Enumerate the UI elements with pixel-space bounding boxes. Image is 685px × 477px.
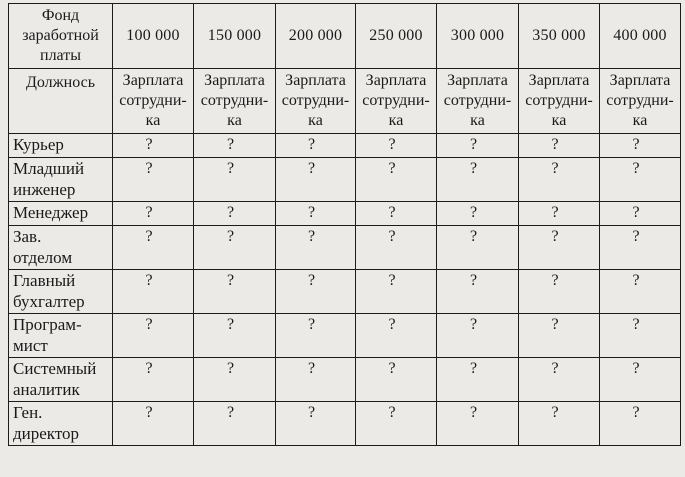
salary-label-line: ка	[388, 112, 404, 129]
salary-label-line: сотрудни-	[525, 92, 593, 109]
role-cell	[9, 202, 113, 226]
header-row-salary	[9, 69, 681, 134]
role-cell	[9, 134, 113, 158]
salary-value-cell	[437, 158, 519, 202]
salary-value: ?	[226, 316, 235, 333]
salary-value-cell	[276, 158, 356, 202]
salary-label-line: Зарплата	[447, 72, 508, 89]
role-label-line: Курьер	[13, 135, 64, 154]
salary-value: ?	[551, 360, 559, 377]
salary-value-cell	[600, 202, 681, 226]
salary-value-cell	[194, 270, 276, 314]
salary-value-cell	[113, 314, 194, 358]
salary-value-cell	[519, 402, 600, 446]
table-body	[9, 134, 681, 446]
salary-value-cell	[519, 270, 600, 314]
salary-value: ?	[145, 316, 153, 333]
salary-value-cell	[437, 314, 519, 358]
salary-value-cell	[356, 314, 437, 358]
salary-label-line: сотрудни-	[119, 92, 187, 109]
salary-value-cell	[276, 402, 356, 446]
salary-value-cell	[113, 402, 194, 446]
fund-amount-cell: 200 000	[276, 4, 356, 69]
salary-value: ?	[145, 360, 153, 377]
role-label-line: Младший	[13, 159, 85, 178]
salary-value-cell	[600, 402, 681, 446]
salary-value: ?	[226, 404, 235, 421]
table-row	[9, 158, 681, 202]
salary-value: ?	[307, 360, 316, 377]
role-cell	[9, 270, 113, 314]
salary-value: ?	[226, 160, 235, 177]
salary-value-cell	[113, 226, 194, 270]
role-label-line: отделом	[13, 248, 73, 267]
salary-value-cell	[356, 402, 437, 446]
salary-value-cell	[113, 358, 194, 402]
salary-value-cell	[519, 158, 600, 202]
fund-amount-cell: 150 000	[194, 4, 276, 69]
salary-label-line: сотрудни-	[281, 92, 350, 109]
fund-amount-cell: 250 000	[356, 4, 437, 69]
table-row	[9, 314, 681, 358]
role-label-line: инженер	[13, 180, 76, 199]
role-cell	[9, 158, 113, 202]
salary-value: ?	[551, 136, 559, 153]
salary-value-cell	[356, 202, 437, 226]
salary-value: ?	[469, 204, 478, 221]
salary-label-line: Зарплата	[122, 72, 184, 89]
salary-value-cell	[276, 226, 356, 270]
salary-value-cell	[113, 202, 194, 226]
salary-value-cell	[276, 202, 356, 226]
salary-label-cell	[356, 69, 437, 134]
salary-value-cell	[519, 314, 600, 358]
salary-value-cell	[356, 226, 437, 270]
salary-value: ?	[307, 204, 316, 221]
role-label-line: аналитик	[13, 380, 80, 399]
salary-label-cell	[519, 69, 600, 134]
salary-label-line: Зарплата	[528, 72, 590, 89]
salary-value: ?	[469, 272, 478, 289]
salary-value: ?	[226, 228, 235, 245]
role-label-line: Ген.	[13, 403, 43, 422]
table-row	[9, 270, 681, 314]
role-label-line: Програм-	[13, 315, 82, 334]
salary-value-cell	[194, 402, 276, 446]
salary-value-cell	[194, 158, 276, 202]
salary-value-cell	[356, 358, 437, 402]
role-label-line: бухгалтер	[13, 292, 85, 311]
salary-value: ?	[388, 228, 396, 245]
fund-amount-cell: 350 000	[519, 4, 600, 69]
salary-label-cell	[437, 69, 519, 134]
salary-value: ?	[469, 160, 478, 177]
salary-value: ?	[307, 228, 316, 245]
salary-value-cell	[194, 314, 276, 358]
salary-value: ?	[388, 404, 396, 421]
salary-value: ?	[388, 272, 396, 289]
salary-value-cell	[356, 158, 437, 202]
salary-value: ?	[469, 228, 478, 245]
position-label-cell: Должнось	[9, 69, 113, 134]
salary-label-cell	[194, 69, 276, 134]
salary-value-cell	[437, 202, 519, 226]
salary-value-cell	[437, 226, 519, 270]
salary-value: ?	[388, 160, 396, 177]
table-row	[9, 134, 681, 158]
salary-value-cell	[437, 270, 519, 314]
salary-value: ?	[145, 160, 153, 177]
fund-label-line: платы	[40, 47, 81, 64]
salary-value: ?	[632, 204, 640, 221]
fund-amount-cell: 400 000	[600, 4, 681, 69]
salary-label-line: сотрудни-	[443, 92, 512, 109]
table-row	[9, 226, 681, 270]
salary-value: ?	[226, 272, 235, 289]
salary-label-line: сотрудни-	[200, 92, 269, 109]
role-label-line: Зав.	[13, 227, 42, 246]
table-row	[9, 402, 681, 446]
salary-value: ?	[145, 136, 153, 153]
salary-label-line: ка	[227, 112, 242, 129]
table-row	[9, 358, 681, 402]
salary-value: ?	[632, 228, 640, 245]
salary-value-cell	[194, 358, 276, 402]
salary-value: ?	[469, 360, 478, 377]
salary-value: ?	[145, 204, 153, 221]
salary-value-cell	[194, 134, 276, 158]
salary-value: ?	[145, 272, 153, 289]
salary-label-cell	[276, 69, 356, 134]
salary-label-line: ка	[470, 112, 485, 129]
salary-value: ?	[145, 228, 153, 245]
salary-label-line: ка	[308, 112, 323, 129]
salary-value-cell	[600, 226, 681, 270]
salary-label-cell	[113, 69, 194, 134]
salary-value: ?	[632, 136, 640, 153]
role-label-line: Менеджер	[13, 203, 89, 222]
salary-label-line: Зарплата	[609, 72, 671, 89]
fund-label-cell	[9, 4, 113, 69]
salary-value-cell	[356, 270, 437, 314]
salary-value-cell	[276, 314, 356, 358]
salary-value-cell	[437, 358, 519, 402]
salary-label-line: сотрудни-	[362, 92, 430, 109]
salary-value: ?	[551, 228, 559, 245]
salary-value-cell	[194, 226, 276, 270]
salary-value-cell	[600, 358, 681, 402]
role-cell	[9, 358, 113, 402]
header-row-fund	[9, 4, 681, 69]
fund-label-line: Фонд	[41, 7, 80, 24]
salary-value: ?	[632, 316, 640, 333]
salary-value: ?	[632, 160, 640, 177]
salary-value-cell	[519, 134, 600, 158]
salary-value: ?	[145, 404, 153, 421]
salary-value: ?	[551, 404, 559, 421]
fund-label-line: заработной	[22, 27, 99, 44]
salary-value-cell	[113, 270, 194, 314]
salary-value-cell	[600, 314, 681, 358]
role-label-line: Главный	[13, 271, 76, 290]
salary-value: ?	[388, 360, 396, 377]
salary-value-cell	[276, 134, 356, 158]
salary-fund-table	[8, 3, 681, 446]
salary-value: ?	[307, 160, 316, 177]
salary-value-cell	[519, 226, 600, 270]
salary-label-line: Зарплата	[285, 72, 346, 89]
role-cell	[9, 314, 113, 358]
salary-value-cell	[113, 158, 194, 202]
fund-amount-cell: 300 000	[437, 4, 519, 69]
salary-label-line: ка	[551, 112, 567, 129]
salary-label-line: Зарплата	[365, 72, 427, 89]
role-label-line: мист	[13, 336, 48, 355]
salary-value: ?	[551, 316, 559, 333]
salary-value-cell	[113, 134, 194, 158]
salary-label-line: ка	[632, 112, 648, 129]
table-row	[9, 202, 681, 226]
salary-value: ?	[469, 136, 478, 153]
salary-value: ?	[632, 360, 640, 377]
salary-value: ?	[307, 272, 316, 289]
salary-value-cell	[437, 402, 519, 446]
salary-value-cell	[276, 270, 356, 314]
salary-value: ?	[469, 316, 478, 333]
role-cell	[9, 226, 113, 270]
salary-value-cell	[194, 202, 276, 226]
salary-value: ?	[226, 136, 235, 153]
role-label-line: директор	[13, 424, 80, 443]
salary-value-cell	[437, 134, 519, 158]
salary-label-line: Зарплата	[204, 72, 265, 89]
salary-value: ?	[388, 136, 396, 153]
salary-value-cell	[519, 358, 600, 402]
salary-value-cell	[600, 158, 681, 202]
salary-value: ?	[388, 204, 396, 221]
salary-label-line: ка	[145, 112, 161, 129]
salary-value-cell	[276, 358, 356, 402]
salary-value: ?	[632, 272, 640, 289]
salary-label-cell	[600, 69, 681, 134]
salary-value: ?	[632, 404, 640, 421]
role-label-line: Системный	[13, 359, 97, 378]
salary-value: ?	[551, 272, 559, 289]
salary-value: ?	[307, 316, 316, 333]
salary-value: ?	[307, 136, 316, 153]
salary-value: ?	[551, 160, 559, 177]
salary-value: ?	[388, 316, 396, 333]
salary-value-cell	[600, 270, 681, 314]
salary-value-cell	[356, 134, 437, 158]
salary-value: ?	[551, 204, 559, 221]
salary-value: ?	[226, 204, 235, 221]
salary-value: ?	[469, 404, 478, 421]
role-cell	[9, 402, 113, 446]
salary-value: ?	[307, 404, 316, 421]
salary-value-cell	[600, 134, 681, 158]
fund-amount-cell: 100 000	[113, 4, 194, 69]
salary-label-line: сотрудни-	[606, 92, 674, 109]
salary-value-cell	[519, 202, 600, 226]
salary-value: ?	[226, 360, 235, 377]
